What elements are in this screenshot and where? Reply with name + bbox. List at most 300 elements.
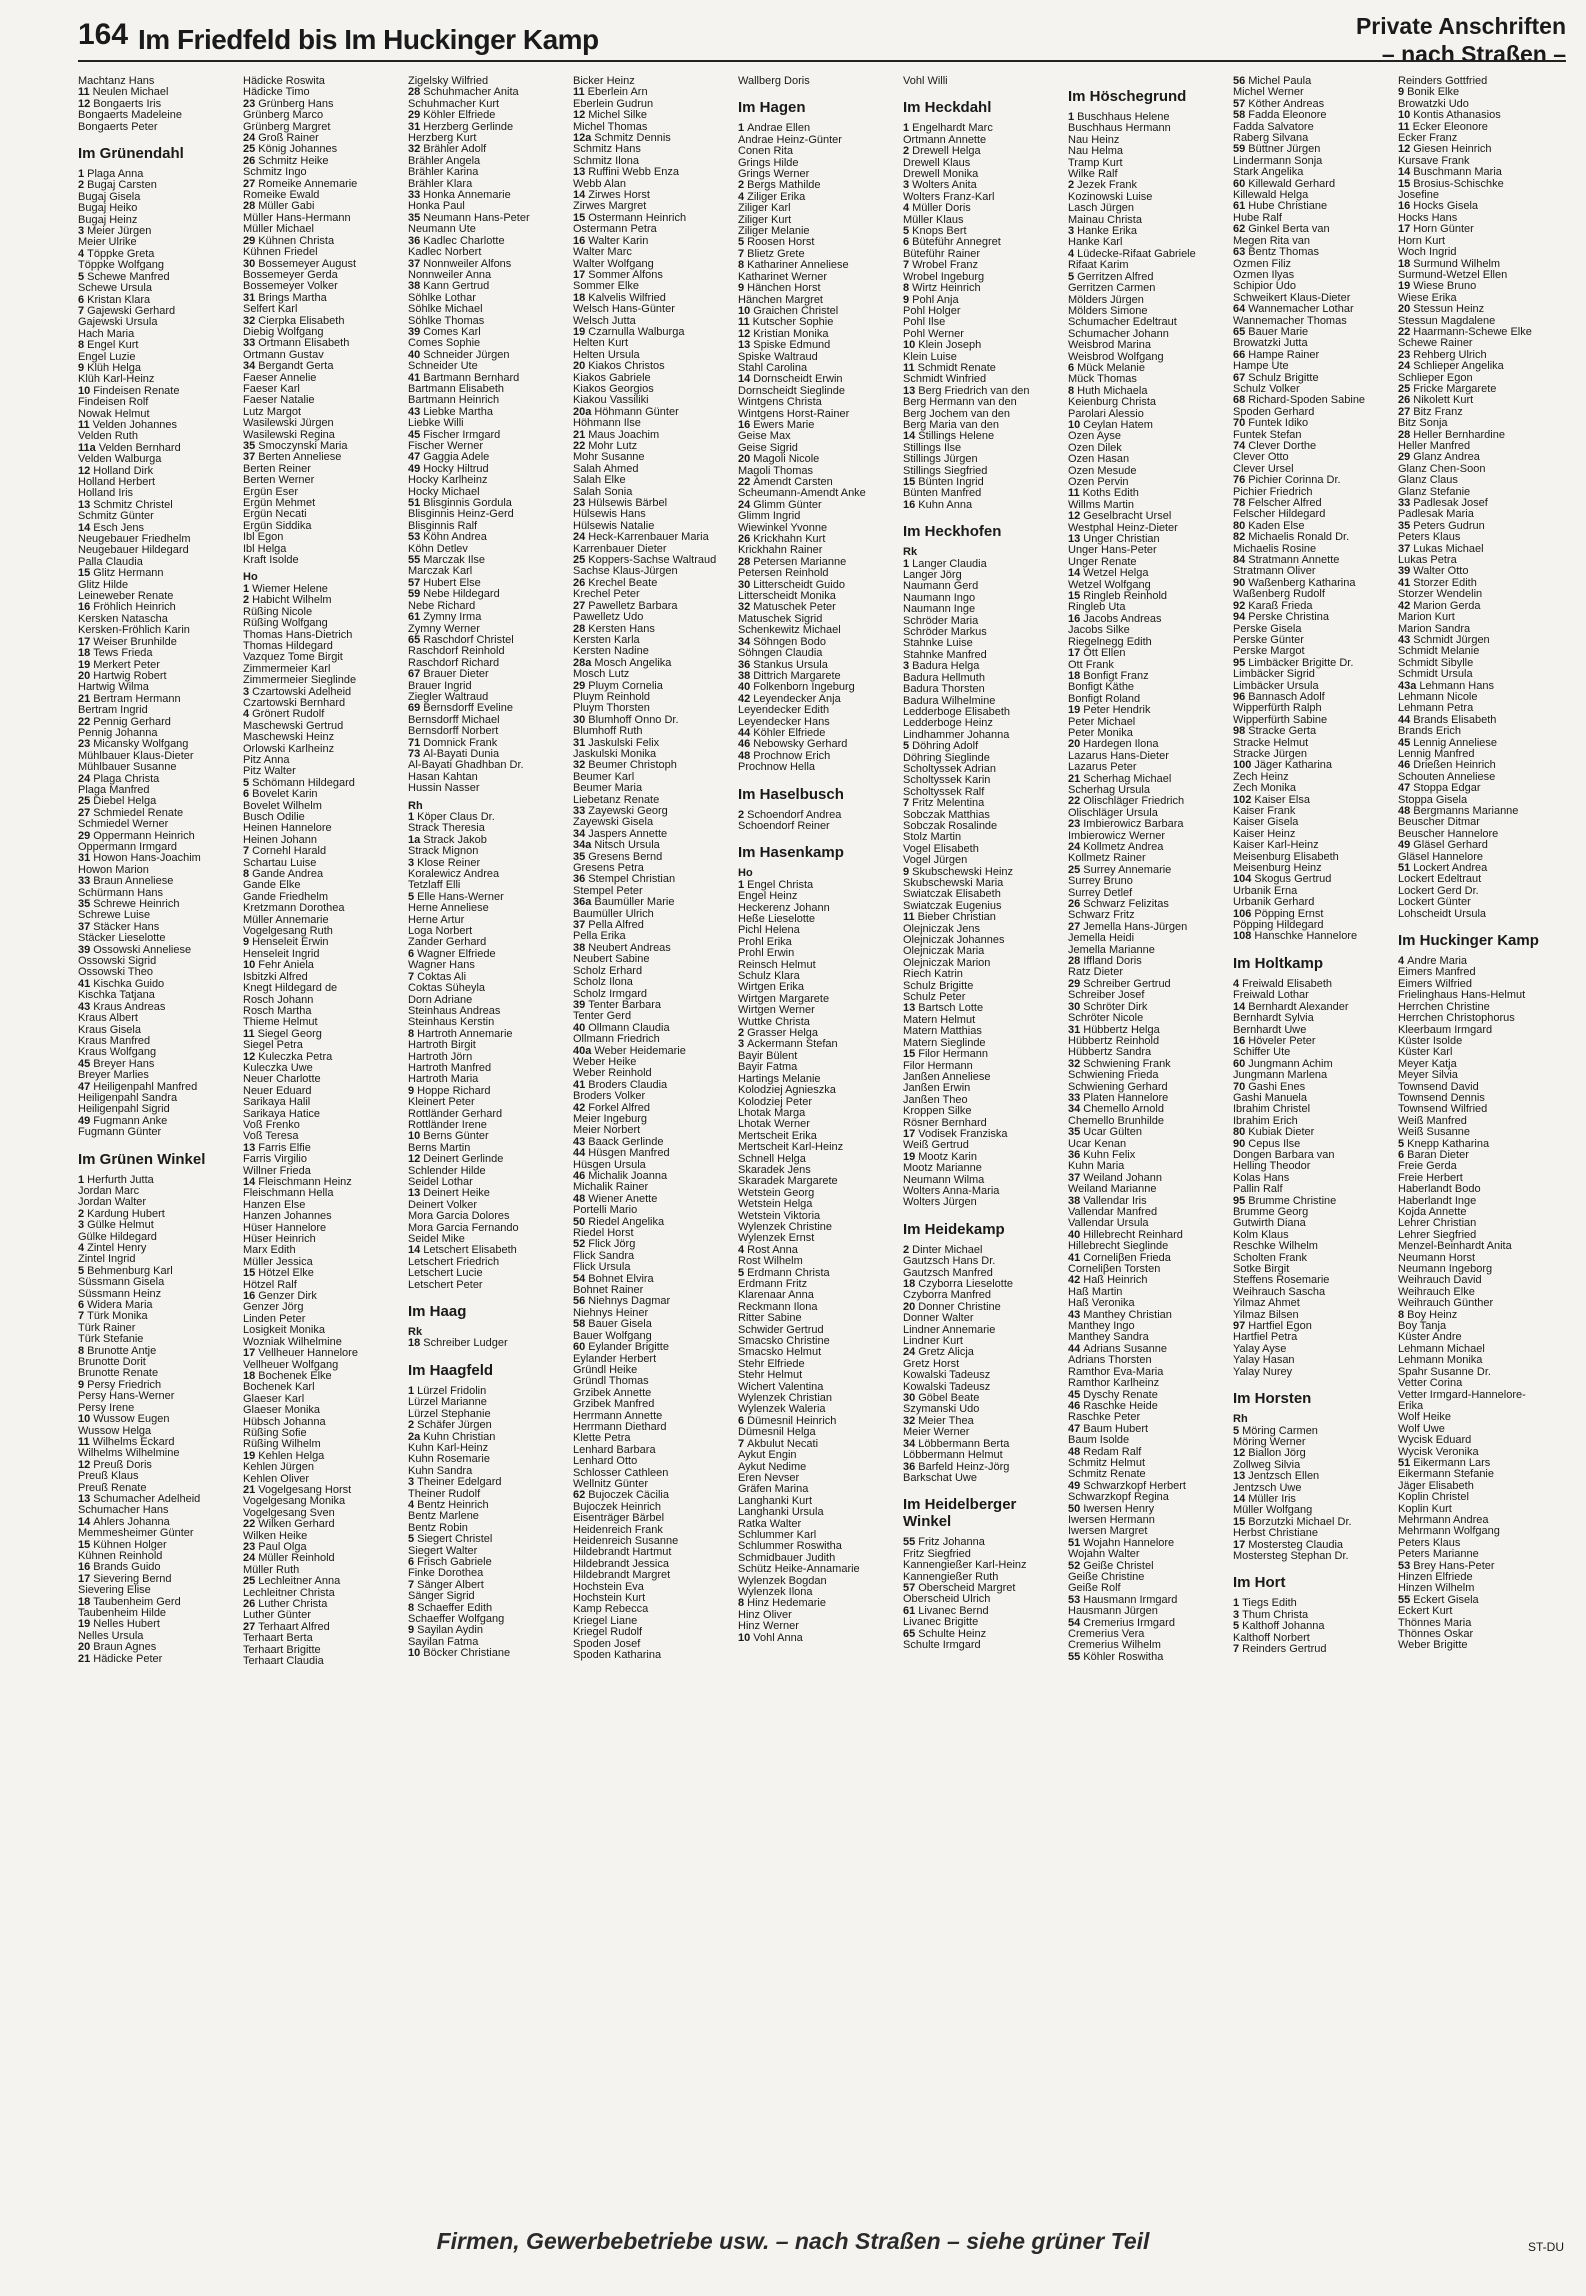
resident-name: Schwiening Gerhard — [1068, 1081, 1168, 1093]
house-number: 44 — [1398, 714, 1411, 726]
resident-entry — [1233, 1150, 1395, 1161]
house-number: 38 — [1068, 1195, 1081, 1207]
resident-name: Walter Wolfgang — [573, 258, 654, 270]
resident-entry — [1068, 1036, 1230, 1047]
resident-name: Schrewe Luise — [78, 910, 151, 922]
resident-entry — [1398, 1082, 1560, 1093]
resident-entry — [243, 1280, 405, 1291]
house-number: 3 — [78, 1220, 85, 1232]
resident-entry — [1233, 738, 1395, 749]
resident-name: Nikolett Kurt — [1413, 395, 1474, 407]
resident-entry — [243, 1417, 405, 1428]
resident-name: Kowalski Tadeusz — [903, 1381, 991, 1393]
house-number: 36a — [573, 897, 592, 909]
resident-name: Brähler Adolf — [423, 144, 487, 156]
resident-name: Ibl Egon — [243, 532, 284, 544]
resident-name: Thönnes Maria — [1398, 1617, 1472, 1629]
resident-entry — [573, 270, 735, 281]
resident-name: Bugaj Heiko — [78, 203, 138, 215]
resident-entry — [738, 1119, 900, 1130]
resident-entry — [738, 1370, 900, 1381]
resident-entry — [78, 1448, 240, 1459]
house-number: 5 — [903, 741, 910, 753]
resident-entry — [1068, 1401, 1230, 1412]
house-number: 39 — [1398, 566, 1411, 578]
resident-entry — [78, 534, 240, 545]
resident-entry — [903, 764, 1065, 775]
resident-name: Kuleczka Uwe — [243, 1062, 313, 1074]
resident-entry — [903, 192, 1065, 203]
resident-entry — [408, 452, 570, 463]
resident-entry — [1398, 1583, 1560, 1594]
resident-name: Terhaart Claudia — [243, 1656, 324, 1668]
house-number: 34a — [573, 840, 592, 852]
resident-name: Smacsko Christine — [738, 1336, 830, 1348]
resident-name: Ergün Mehmet — [243, 498, 316, 510]
resident-entry — [1068, 1538, 1230, 1549]
house-number: 2 — [243, 595, 250, 607]
resident-name: Bugaj Heinz — [78, 214, 138, 226]
resident-entry — [243, 281, 405, 292]
resident-entry — [1068, 1082, 1230, 1093]
resident-name: Töppke Greta — [87, 248, 155, 260]
resident-entry — [408, 1603, 570, 1614]
resident-name: Kaiser Heinz — [1233, 828, 1296, 840]
house-number: 2 — [78, 180, 85, 192]
resident-entry — [573, 1034, 735, 1045]
resident-name: Herzberg Gerlinde — [423, 121, 514, 133]
resident-entry — [573, 977, 735, 988]
resident-name: Katharinet Werner — [738, 271, 828, 283]
resident-name: Broders Volker — [573, 1091, 646, 1103]
resident-entry — [573, 989, 735, 1000]
footer-code: ST-DU — [1528, 2240, 1564, 2254]
header-rule — [78, 60, 1566, 62]
house-number: 5 — [738, 1267, 745, 1279]
resident-name: Freiwald Lothar — [1233, 990, 1309, 1002]
house-number: 27 — [78, 807, 91, 819]
resident-entry — [1068, 1116, 1230, 1127]
resident-name: Tenter Gerd — [573, 1011, 632, 1023]
resident-entry — [1068, 146, 1230, 157]
resident-name: Farris Virgilio — [243, 1154, 307, 1166]
house-number: 13 — [408, 1188, 421, 1200]
resident-entry — [903, 169, 1065, 180]
resident-name: Hanke Karl — [1068, 237, 1123, 249]
resident-entry — [408, 726, 570, 737]
resident-entry — [1068, 1310, 1230, 1321]
resident-entry — [243, 430, 405, 441]
resident-entry — [573, 1502, 735, 1513]
resident-entry — [1398, 1538, 1560, 1549]
resident-name: Schumacher Johann — [1068, 328, 1169, 340]
house-number: 14 — [408, 1245, 421, 1257]
resident-name: Kischka Tatjana — [78, 990, 155, 1002]
resident-entry — [903, 718, 1065, 729]
resident-entry — [243, 224, 405, 235]
house-number: 13 — [573, 167, 586, 179]
resident-name: Deinert Gerlinde — [423, 1154, 504, 1166]
resident-name: Meyer Katja — [1398, 1058, 1457, 1070]
resident-name: Brumme Georg — [1233, 1207, 1309, 1218]
resident-name: Smoczynski Maria — [258, 441, 348, 452]
house-number: 45 — [1398, 737, 1411, 749]
resident-name: Luther Christa — [258, 1599, 328, 1611]
resident-entry — [78, 831, 240, 842]
resident-name: Wolters Anna-Maria — [903, 1185, 1000, 1197]
resident-entry — [408, 772, 570, 783]
resident-name: Schwider Gertrud — [738, 1324, 824, 1336]
resident-name: Hocks Gisela — [1413, 201, 1479, 213]
house-number: 31 — [243, 292, 256, 304]
resident-name: Drewell Monika — [903, 169, 979, 181]
house-number: 28 — [408, 87, 421, 99]
resident-name: Corneliβen Frieda — [1083, 1252, 1171, 1264]
house-number: 25 — [243, 1576, 256, 1588]
resident-entry — [903, 1026, 1065, 1037]
resident-name: Küster Isolde — [1398, 1035, 1463, 1047]
resident-name: Mosch Lutz — [573, 669, 630, 681]
resident-entry — [1233, 122, 1395, 133]
resident-entry — [1398, 1173, 1560, 1184]
resident-entry — [408, 1546, 570, 1557]
resident-name: Wojahn Hannelore — [1083, 1537, 1175, 1549]
resident-name: Keienburg Christa — [1068, 397, 1157, 409]
resident-name: Glitz Hermann — [93, 568, 164, 580]
resident-name: Karaß Frieda — [1248, 600, 1313, 612]
resident-entry — [78, 1175, 240, 1186]
resident-entry — [408, 1188, 570, 1199]
resident-entry — [1068, 283, 1230, 294]
resident-name: Micansky Wolfgang — [93, 739, 189, 751]
resident-name: Borzutzki Michael Dr. — [1248, 1516, 1352, 1528]
house-number: 80 — [1233, 1127, 1246, 1139]
resident-entry — [1068, 1093, 1230, 1104]
house-number: 9 — [1398, 87, 1405, 99]
resident-name: Leyendecker Anja — [753, 693, 841, 705]
resident-name: Michaelis Rosine — [1233, 543, 1317, 555]
resident-entry — [408, 430, 570, 441]
resident-entry — [1233, 1310, 1395, 1321]
resident-name: Brähler Angela — [408, 155, 481, 167]
resident-entry — [408, 1154, 570, 1165]
resident-entry — [408, 1466, 570, 1477]
resident-entry — [738, 249, 900, 260]
resident-entry — [1233, 1173, 1395, 1184]
resident-name: Rösner Bernhard — [903, 1117, 987, 1129]
resident-name: Helten Ursula — [573, 349, 640, 361]
resident-entry — [243, 1052, 405, 1063]
resident-entry — [1233, 190, 1395, 201]
resident-name: Neubert Andreas — [588, 942, 671, 954]
resident-entry — [408, 1280, 570, 1291]
resident-entry — [243, 835, 405, 846]
resident-entry — [1068, 443, 1230, 454]
resident-entry — [1068, 694, 1230, 705]
resident-name: Stäcker Lieselotte — [78, 933, 166, 945]
resident-name: Jacobs Silke — [1068, 625, 1130, 637]
house-number: 49 — [1398, 840, 1411, 852]
resident-entry — [738, 682, 900, 693]
resident-name: Lürzel Marianne — [408, 1397, 487, 1409]
resident-name: Köhler Roswitha — [1083, 1651, 1164, 1663]
resident-name: Wylenzek Ernst — [738, 1233, 815, 1245]
resident-name: Letschert Elisabeth — [423, 1245, 517, 1257]
resident-entry — [1398, 1595, 1560, 1606]
resident-entry — [78, 374, 240, 385]
resident-name: Welsch Jutta — [573, 315, 636, 327]
resident-name: Glanz Claus — [1398, 475, 1458, 487]
resident-name: Bartmann Elisabeth — [408, 383, 504, 395]
resident-entry — [1068, 1561, 1230, 1572]
resident-name: Spiske Edmund — [753, 340, 831, 352]
resident-name: Maschewski Gertrud — [243, 720, 344, 732]
resident-name: Dongen Barbara van — [1233, 1149, 1335, 1161]
house-number: 1 — [1068, 112, 1075, 123]
resident-entry — [78, 1334, 240, 1345]
resident-entry — [903, 1175, 1065, 1186]
house-number: 38 — [573, 942, 586, 954]
resident-name: Schweikert Klaus-Dieter — [1233, 292, 1351, 304]
resident-entry — [903, 180, 1065, 191]
resident-entry — [903, 775, 1065, 786]
resident-entry — [78, 488, 240, 499]
resident-entry — [1068, 625, 1230, 636]
resident-name: Schmitz Dennis — [594, 133, 671, 145]
resident-entry — [78, 545, 240, 556]
resident-name: Hochstein Eva — [573, 1581, 644, 1593]
house-number: 23 — [573, 498, 586, 510]
resident-name: Zander Gerhard — [408, 937, 487, 949]
resident-name: Steffens Rosemarie — [1233, 1275, 1330, 1287]
resident-name: Schröder Maria — [903, 615, 979, 627]
resident-name: Kroppen Silke — [903, 1106, 972, 1118]
resident-entry — [1068, 979, 1230, 990]
resident-entry — [243, 732, 405, 743]
resident-entry — [408, 915, 570, 926]
resident-name: Schneider Jürgen — [423, 349, 510, 361]
resident-name: Klüh Karl-Heinz — [78, 374, 155, 386]
house-number: 8 — [408, 1602, 415, 1614]
resident-name: Vodisek Franziska — [918, 1128, 1008, 1140]
resident-name: Kaden Else — [1248, 520, 1305, 532]
resident-entry — [1398, 1492, 1560, 1503]
resident-name: Özmen Ilyas — [1233, 269, 1295, 281]
resident-entry — [1398, 395, 1560, 406]
resident-name: Müller Ruth — [243, 1564, 300, 1576]
house-number: 1 — [78, 1174, 85, 1186]
resident-entry — [78, 1403, 240, 1414]
resident-entry — [903, 374, 1065, 385]
resident-name: Wannemacher Lothar — [1248, 304, 1354, 316]
house-number: 38 — [408, 281, 421, 293]
resident-entry — [1233, 395, 1395, 406]
resident-entry — [408, 1637, 570, 1648]
resident-name: Thieme Helmut — [243, 1017, 318, 1029]
resident-entry — [408, 361, 570, 372]
resident-entry — [1233, 1082, 1395, 1093]
resident-entry — [243, 1188, 405, 1199]
house-number: 55 — [1398, 1594, 1411, 1606]
resident-name: Söhngen Claudia — [738, 648, 823, 660]
resident-name: Glanz Stefanie — [1398, 486, 1471, 498]
resident-name: Klose Reiner — [417, 857, 481, 869]
resident-name: Hüsgen Ursula — [573, 1159, 646, 1171]
house-number: 80 — [1233, 520, 1246, 532]
resident-entry — [1068, 1424, 1230, 1435]
resident-entry — [573, 795, 735, 806]
resident-name: Browatzki Jutta — [1233, 338, 1308, 350]
house-number: 37 — [573, 920, 586, 932]
resident-name: Ritter Sabine — [738, 1313, 802, 1325]
resident-entry — [903, 488, 1065, 499]
resident-entry — [1233, 521, 1395, 532]
resident-name: Stillings Jürgen — [903, 454, 978, 466]
resident-entry — [903, 627, 1065, 638]
resident-entry — [738, 534, 900, 545]
resident-name: Berg Hermann van den — [903, 397, 1017, 409]
house-number: 14 — [903, 431, 916, 443]
resident-entry — [573, 452, 735, 463]
house-number: 94 — [1233, 612, 1246, 624]
resident-name: Wiese Erika — [1398, 292, 1457, 304]
resident-name: Platen Hannelore — [1083, 1092, 1169, 1104]
resident-entry — [1233, 224, 1395, 235]
resident-name: Matuschek Sigrid — [738, 613, 823, 625]
house-number: 21 — [573, 429, 586, 441]
resident-name: Köhn Detlev — [408, 543, 468, 555]
resident-name: Wojahn Walter — [1068, 1549, 1140, 1561]
resident-name: Westphal Heinz-Dieter — [1068, 522, 1178, 534]
house-number: 15 — [903, 1049, 916, 1061]
house-number: 19 — [243, 1450, 256, 1462]
resident-name: Howon Marion — [78, 864, 149, 876]
resident-name: Selfert Karl — [243, 304, 298, 316]
resident-entry — [573, 1296, 735, 1307]
resident-entry — [243, 1257, 405, 1268]
resident-name: Sommer Alfons — [588, 269, 663, 281]
house-number: 4 — [903, 203, 910, 215]
resident-name: Kursave Frank — [1398, 155, 1470, 167]
resident-entry — [78, 283, 240, 294]
resident-entry — [78, 1323, 240, 1334]
resident-name: Fröhlich Heinrich — [93, 602, 176, 614]
resident-entry — [903, 340, 1065, 351]
resident-name: Adrians Thorsten — [1068, 1355, 1152, 1367]
resident-name: Skaradek Jens — [738, 1164, 811, 1176]
resident-entry — [1068, 1264, 1230, 1275]
resident-name: Oberscheid Margret — [918, 1582, 1016, 1594]
resident-name: Schmidt Sibylle — [1398, 657, 1474, 669]
resident-name: Kontis Athanasios — [1413, 110, 1501, 122]
resident-entry — [243, 236, 405, 247]
resident-entry — [573, 1639, 735, 1650]
resident-entry — [243, 1131, 405, 1142]
resident-name: Yilmaz Ahmet — [1233, 1298, 1300, 1310]
resident-name: Czartowski Adelheid — [252, 686, 352, 698]
house-number: 43 — [573, 1136, 586, 1148]
resident-entry — [738, 466, 900, 477]
resident-entry — [1068, 762, 1230, 773]
resident-entry — [573, 1148, 735, 1159]
resident-entry — [738, 1256, 900, 1267]
resident-entry — [738, 1462, 900, 1473]
resident-entry — [573, 601, 735, 612]
resident-entry — [738, 880, 900, 891]
resident-name: Geiße Rolf — [1068, 1583, 1121, 1595]
house-number: 5 — [78, 271, 85, 283]
resident-entry — [243, 1565, 405, 1576]
house-number: 19 — [1068, 705, 1081, 717]
resident-entry — [78, 933, 240, 944]
resident-entry — [408, 179, 570, 190]
resident-entry — [903, 386, 1065, 397]
house-number: 35 — [1068, 1127, 1081, 1139]
resident-entry — [78, 203, 240, 214]
resident-name: Hartroth Maria — [408, 1074, 479, 1086]
resident-name: Hinz Oliver — [738, 1609, 792, 1621]
house-number: 1 — [738, 123, 745, 135]
directory-column — [1233, 76, 1398, 2216]
house-number: 18 — [1068, 670, 1081, 682]
resident-entry — [78, 751, 240, 762]
resident-name: Weisbrod Wolfgang — [1068, 351, 1164, 363]
resident-name: Kalthoff Norbert — [1233, 1632, 1310, 1644]
resident-entry — [78, 386, 240, 397]
resident-entry — [78, 1574, 240, 1585]
resident-name: Kardung Hubert — [87, 1208, 165, 1220]
resident-name: Ruffini Webb Enza — [588, 167, 679, 179]
resident-name: Schlummer Roswitha — [738, 1541, 842, 1553]
resident-name: Müller Reinhold — [258, 1553, 335, 1565]
house-number: 8 — [903, 283, 910, 295]
resident-name: Drewell Klaus — [903, 157, 971, 169]
resident-entry — [408, 692, 570, 703]
resident-entry — [1398, 1184, 1560, 1195]
resident-name: Bossemeyer Volker — [243, 281, 338, 293]
resident-name: Flick Ursula — [573, 1262, 631, 1274]
house-number: 6 — [243, 789, 250, 801]
resident-entry — [1233, 555, 1395, 566]
resident-entry — [738, 925, 900, 936]
house-number: 11a — [78, 442, 96, 454]
house-number: 47 — [1068, 1423, 1081, 1435]
resident-entry — [78, 1232, 240, 1243]
resident-entry — [573, 179, 735, 190]
resident-entry — [738, 180, 900, 191]
resident-name: Reinsch Helmut — [738, 959, 816, 971]
resident-name: Manthey Ingo — [1068, 1321, 1135, 1333]
resident-entry — [78, 110, 240, 121]
resident-entry — [573, 1570, 735, 1581]
resident-name: Müller Doris — [912, 203, 971, 215]
resident-entry — [243, 1074, 405, 1085]
resident-entry — [738, 386, 900, 397]
resident-entry — [408, 646, 570, 657]
resident-name: Michaelis Ronald Dr. — [1248, 532, 1350, 544]
resident-entry — [243, 1143, 405, 1154]
resident-entry — [1233, 1036, 1395, 1047]
resident-entry — [1233, 578, 1395, 589]
resident-entry — [1068, 1583, 1230, 1594]
resident-entry — [1233, 1139, 1395, 1150]
resident-entry — [243, 1622, 405, 1633]
resident-entry — [78, 1104, 240, 1115]
resident-entry — [1068, 922, 1230, 933]
resident-entry — [1068, 397, 1230, 408]
resident-entry — [738, 705, 900, 716]
resident-name: Kutscher Sophie — [752, 317, 834, 329]
